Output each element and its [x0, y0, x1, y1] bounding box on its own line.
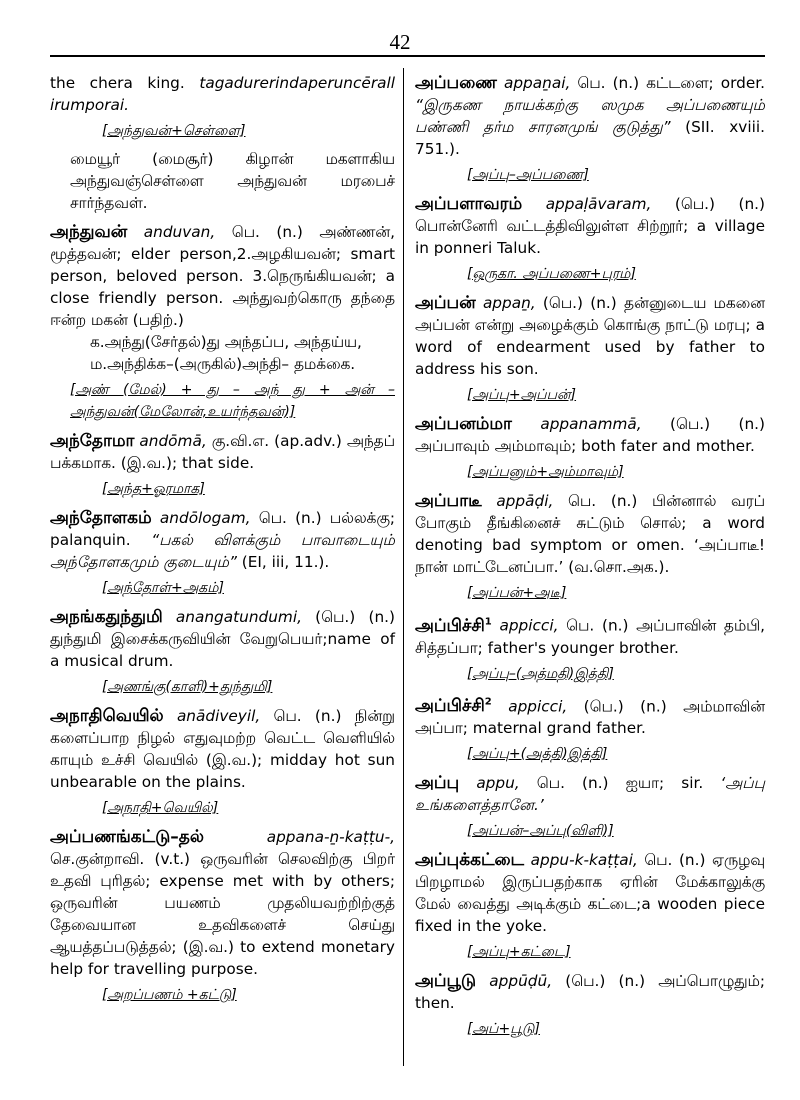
transliteration: andōlogam,	[159, 509, 251, 527]
transliteration: appaṉai,	[503, 74, 571, 92]
etymology: [அப்பு–அப்பணை]	[467, 167, 589, 183]
transliteration: appu,	[476, 774, 520, 793]
entry-quote: “இருகண நாயக்கற்கு ஸமுக அப்பணையும் பண்ணி தர்ம சாரனமுங் குடுத்து”	[415, 96, 765, 136]
headword: அப்பு	[415, 773, 460, 794]
etymology: [அநாதி+வெயில்]	[102, 800, 219, 816]
dictionary-entry	[415, 413, 765, 483]
entry-body: (பெ.) (n.) அம்மாவின் அப்பா; maternal grand father.	[415, 697, 765, 738]
entry-subnote: ம.அந்திக்க–(அருகில்)அந்தி– தமக்கை.	[90, 355, 356, 373]
homonym-number: 2	[484, 696, 492, 708]
etymology: [அண் (மேல்) + து – அந் து + அன் – அந்துவன்(மேலோன்,உயர்ந்தவன்)]	[70, 382, 395, 420]
headword: அப்பணங்கட்டு–தல்	[50, 827, 204, 847]
dictionary-entry	[415, 72, 765, 186]
entry-body: பெ. (n.) அப்பாவின் தம்பி, சித்தப்பா; father's younger brother.	[415, 616, 765, 657]
dictionary-entry	[50, 826, 395, 1006]
transliteration: anādiveyil,	[176, 707, 261, 725]
etymology: [அப்பன்–அப்பு(விளி)]	[467, 823, 614, 840]
entry-body: (பெ.) (n.) அப்பாவும் அம்மாவும்; both fater and mother.	[415, 415, 765, 455]
dictionary-entry	[415, 490, 765, 604]
etymology: [அப்பு–(அத்மதி)இத்தி]	[467, 665, 614, 682]
transliteration: anangatundumi,	[175, 608, 302, 626]
dictionary-entry	[50, 430, 395, 500]
etymology: [அப்பன்+அடீ]	[467, 585, 567, 601]
entry-body: பெ. (n.) ஏருழவு பிறழாமல் இருப்பதற்காக ஏரின் மேக்காலுக்கு மேல் வைத்து அடிக்கும் கட்டை;a wooden piece fixed in the yoke.	[415, 851, 765, 936]
dictionary-entry	[415, 692, 765, 766]
transliteration: appicci,	[508, 697, 568, 716]
entry-text: the chera king.	[50, 74, 185, 92]
dictionary-entry	[50, 705, 395, 819]
entry-body: கு.வி.எ. (ap.adv.) அந்தப் பக்கமாக. (இ.வ.); that side.	[50, 432, 395, 472]
headword: அப்பூடு	[415, 971, 477, 992]
left-column	[50, 72, 395, 1013]
entry-reference: (EI, iii, 11.).	[241, 553, 330, 571]
headword: அப்பளாவரம்	[415, 194, 523, 214]
entry-body: பெ. (n.) கட்டளை; order.	[577, 74, 765, 92]
dictionary-entry	[415, 849, 765, 963]
column-divider	[403, 68, 404, 1066]
dictionary-entry	[415, 611, 765, 685]
etymology: [அப்பு+(அத்தி)இத்தி]	[467, 746, 608, 763]
etymology: [அந்துவன்+செள்ளை]	[102, 123, 246, 139]
dictionary-entry	[415, 292, 765, 406]
transliteration: appu-k-kaṭṭai,	[530, 851, 638, 870]
dictionary-entry	[50, 606, 395, 698]
page-number: 42	[389, 30, 411, 54]
entry-body: (பெ.) (n.) அப்பொழுதும்; then.	[415, 972, 765, 1013]
headword	[415, 696, 492, 716]
headword: அப்பனம்மா	[415, 414, 512, 434]
etymology: [அணங்கு(காளி)+துந்துமி]	[102, 679, 273, 695]
etymology: [அப்+பூடு]	[467, 1021, 540, 1038]
headword-text: அப்பிச்சி	[415, 696, 485, 717]
transliteration: appicci,	[499, 616, 559, 635]
headword: அந்தோமா	[50, 431, 135, 451]
transliteration: andōmā,	[139, 432, 207, 450]
headword: அப்பன்	[415, 293, 476, 313]
homonym-number: 1	[484, 616, 492, 627]
transliteration: appanammā,	[540, 415, 642, 433]
headword: அந்தோளகம்	[50, 508, 152, 528]
headword: அநங்கதுந்துமி	[50, 607, 163, 627]
dictionary-entry	[415, 970, 765, 1040]
entry-quote: tagadurerindaperuncērall irumporai.	[50, 74, 395, 114]
entry-reference: (SII. xviii. 751.).	[415, 118, 765, 158]
entry-body: பெ. (n.) பின்னால் வரப் போகும் தீங்கினைச் சுட்டும் சொல்; a word denoting bad symptom or omen. ‘அப்பாடீ! நான் மாட்டேனப்பா.’ (வ.சொ.அக.).	[415, 492, 765, 576]
entry-body: பெ. (n.) பல்லக்கு; palanquin.	[50, 509, 395, 549]
etymology: [அப்பு+அப்பன்]	[467, 387, 577, 403]
entry-body: (பெ.) (n.) தன்னுடைய மகனை அப்பன் என்று அழைக்கும் கொங்கு நாட்டு மரபு; a word of endearment used by father to address his son.	[415, 294, 765, 378]
headword: அநாதிவெயில்	[50, 706, 164, 726]
dictionary-entry	[50, 72, 395, 214]
entry-subnote: க.அந்து(சேர்தல்)து அந்தப்ப, அந்தய்ய,	[90, 333, 362, 351]
entry-body: (பெ.) (n.) பொன்னேரி வட்டத்திவிலுள்ள சிற்றூர்; a village in ponneri Taluk.	[415, 195, 765, 257]
headword: அந்துவன்	[50, 222, 128, 242]
etymology: [அப்பு+கட்டை]	[467, 944, 571, 961]
etymology: [ஒருகா. அப்பணை+புரம்]	[467, 266, 636, 282]
transliteration: anduvan,	[143, 223, 216, 241]
entry-quote: “பகல் விளக்கும் பாவாடையும் அந்தோளகமும் குடையும்”	[50, 531, 395, 571]
headword: அப்பணை	[415, 73, 497, 93]
entry-body: செ.குன்றாவி. (v.t.) ஒருவரின் செலவிற்கு பிறர் உதவி புரிதல்; expense met with by others; ஒருவரின் பயணம் முதலியவற்றிற்குத் தேவையான உதவிகளைச் செய்து ஆயத்தப்படுத்தல்; (இ.வ.) to extend monetary help for travelling purpose.	[50, 850, 395, 978]
right-column	[415, 72, 765, 1047]
entry-body: பெ. (n.) அண்ணன், மூத்தவன்; elder person,2.அழகியவன்; smart person, beloved person. 3.நெருங்கியவன்; a close friendly person. அந்துவற்கொரு தந்தை ஈன்ற மகன் (பதிற்.)	[50, 223, 395, 329]
transliteration: appana-ṉ-kaṭṭu-,	[266, 828, 395, 846]
entry-quote: ‘அப்பு உங்களைத்தானே.’	[415, 774, 765, 815]
headword: அப்பாடீ	[415, 491, 482, 511]
headword: அப்புக்கட்டை	[415, 850, 525, 871]
entry-body: (பெ.) (n.) துந்துமி இசைக்கருவியின் வேறுபெயர்;name of a musical drum.	[50, 608, 395, 670]
entry-body: பெ. (n.) ஐயா; sir.	[536, 774, 704, 793]
etymology: [அப்பனும்+அம்மாவும்]	[467, 464, 624, 480]
headword	[415, 616, 492, 636]
transliteration: appaḷāvaram,	[545, 195, 652, 213]
etymology: [அந்தோள்+அகம்]	[102, 580, 224, 596]
headword-text: அப்பிச்சி	[415, 615, 485, 636]
transliteration: appāḍi,	[496, 492, 554, 510]
dictionary-entry	[50, 221, 395, 423]
transliteration: appūḍū,	[489, 972, 553, 991]
header-rule	[50, 55, 765, 57]
dictionary-entry	[50, 507, 395, 599]
entry-body: மையூர் (மைசூர்) கிழான் மகளாகிய அந்துவஞ்செள்ளை அந்துவன் மரபைச் சார்ந்தவள்.	[70, 150, 395, 212]
dictionary-entry	[415, 772, 765, 842]
etymology: [அறப்பணம் +கட்டு]	[102, 987, 237, 1003]
etymology: [அந்த+ஓரமாக]	[102, 481, 205, 497]
transliteration: appaṉ,	[482, 294, 536, 312]
dictionary-entry	[415, 193, 765, 285]
entry-body: பெ. (n.) நின்று களைப்பாற நிழல் எதுவுமற்ற வெட்ட வெளியில் காயும் உச்சி வெயில் (இ.வ.); midday hot sun unbearable on the plains.	[50, 707, 395, 791]
